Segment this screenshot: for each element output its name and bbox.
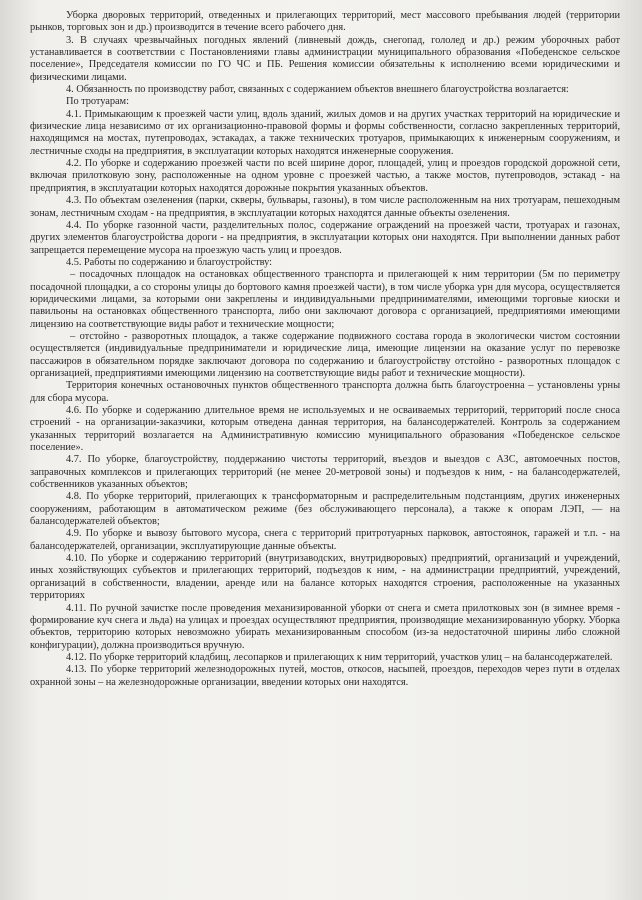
paragraph-4-2: 4.2. По уборке и содержанию проезжей части по всей ширине дорог, площадей, улиц и проездов городской дорожной сети, включая прилотковую зону, расположенные на одном уровне с проезжей частью, а также мостов, путепроводов, эстакад - на предприятия, в эксплуатации которых находятся дорожные покрытия указанных объектов. xyxy=(30,158,620,194)
paragraph-4-11: 4.11. По ручной зачистке после проведения механизированной уборки от снега и смета прилотковых зон (в зимнее время - формирование куч снега и льда) на улицах и проездах осуществляют предприятия, производящие механизированную уборку. Уборка объектов, территорию которых невозможно убирать механизированным способом (из-за недостаточной ширины либо сложной конфигурации), должна производиться вручную. xyxy=(30,602,620,651)
paragraph-4-5-bus-stops: – посадочных площадок на остановках общественного транспорта и прилегающей к ним территории (5м по периметру посадочной площадки, а со стороны улицы до бортового камня проезжей части), в том числе уборка урн для мусора, осуществляется юридическими лицами, за которыми они закреплены и индивидуальными предпринимателями, имеющими торговые киоски и павильоны на остановках общественного транспорта, либо они заключают договора с организацией, предприятиями имеющими лицензию на соответствующие виды работ и технические мощности; xyxy=(30,269,620,330)
subheading-sidewalks: По тротуарам: xyxy=(66,96,129,108)
paragraph-4-obligations: 4. Обязанность по производству работ, связанных с содержанием объектов внешнего благоустройства возлагается: xyxy=(66,84,569,96)
paragraph-4-8: 4.8. По уборке территорий, прилегающих к трансформаторным и распределительным подстанциям, других инженерных сооружениям, работающим в автоматическом режиме (без обслуживающего персонала), а также к опорам ЛЭП, — на балансодержателей объектов; xyxy=(30,491,620,528)
document-body xyxy=(30,10,620,689)
paragraph-4-9: 4.9. По уборке и вывозу бытового мусора, снега с территорий притротуарных парковок, автостоянок, гаражей и т.п. - на балансодержателей, организации, эксплуатирующие данные объекты. xyxy=(30,528,620,552)
paragraph-4-7: 4.7. По уборке, благоустройству, поддержанию чистоты территорий, въездов и выездов с АЗС, автомоечных постов, заправочных комплексов и прилегающих территорий (не менее 20-метровой зоны) и подъездов к ним, - на балансодержателей, собственников указанных объектов; xyxy=(30,454,620,491)
paragraph-4-10: 4.10. По уборке и содержанию территорий (внутризаводских, внутридворовых) предприятий, организаций и учреждений, иных хозяйствующих субъектов и прилегающих территорий, подъездов к ним, - на администрации предприятий, учреждений, организаций в собственности, владении, аренде или на балансе которых находятся строения, расположенные на указанных территориях xyxy=(30,553,620,602)
paragraph-4-12: 4.12. По уборке территорий кладбищ, лесопарков и прилегающих к ним территорий, участков улиц – на балансодержателей. xyxy=(66,651,613,663)
paragraph-terminal-stops: Территория конечных остановочных пунктов общественного транспорта должна быть благоустроенна – установлены урны для сбора мусора. xyxy=(30,380,620,404)
paragraph-4-13: 4.13. По уборке территорий железнодорожных путей, мостов, откосов, насыпей, проездов, переходов через пути в отделах охранной зоны – на железнодорожные организации, введении которых они находятся. xyxy=(30,664,620,688)
paragraph-3-emergency-weather: 3. В случаях чрезвычайных погодных явлений (ливневый дождь, снегопад, гололед и др.) режим уборочных работ устанавливается в соответствии с Постановлениями главы администрации муниципального образования «Победенское сельское поселение», Председателя комиссии по ГО ЧС и ПБ. Решения комиссии обязательны к исполнению всеми юридическими и физическими лицами. xyxy=(30,34,620,83)
paragraph-4-1: 4.1. Примыкающим к проезжей части улиц, вдоль зданий, жилых домов и на других участках территорий на юридические и физические лица независимо от их организационно-правовой формы и формы собственности, согласно закрепленных территорий, находящимся на мостах, путепроводах, эстакадах, а также технических тротуаров, примыкающих к инженерным сооружениям, и лестничные сходы на предприятия, в эксплуатации которых находятся инженерные сооружения. xyxy=(30,108,620,157)
paragraph-4-4: 4.4. По уборке газонной части, разделительных полос, содержание ограждений на проезжей части, тротуарах и газонах, других элементов благоустройства дороги - на предприятия, в эксплуатации которых они находятся. При выполнении данных работ запрещается перемещение мусора на проезжую часть улиц и проездов. xyxy=(30,219,620,256)
paragraph-4-3: 4.3. По объектам озеленения (парки, скверы, бульвары, газоны), в том числе расположенным на них тротуарам, пешеходным зонам, лестничным сходам - на предприятия, в эксплуатации которых находятся данные объекты озеленения. xyxy=(30,195,620,219)
paragraph-4-5: 4.5. Работы по содержанию и благоустройству: xyxy=(66,256,272,268)
paragraph-4-6: 4.6. По уборке и содержанию длительное время не используемых и не осваиваемых территорий, территорий после сноса строений - на организации-заказчики, которым отведена данная территория, на балансодержателей. Контроль за содержанием указанных территорий возлагается на Административную комиссию муниципального образования «Победенское сельское поселение». xyxy=(30,405,620,454)
paragraph-4-5-turnaround-sites: – отстойно - разворотных площадок, а также содержание подвижного состава города в экологически чистом состоянии осуществляется (индивидуальные предприниматели и юридические лица, имеющие лицензии на оказание услуг по перевозке пассажиров в обязательном порядке заключают договора по содержанию и благоустройству отстойно - разворотных площадок с организацией, предприятиями имеющими лицензию на соответствующие виды работ и технические мощности). xyxy=(30,330,620,379)
paragraph-yard-cleaning: Уборка дворовых территорий, отведенных и прилегающих территорий, мест массового пребывания людей (территории рынков, торговых зон и др.) производится в течение всего рабочего дня. xyxy=(30,10,620,34)
